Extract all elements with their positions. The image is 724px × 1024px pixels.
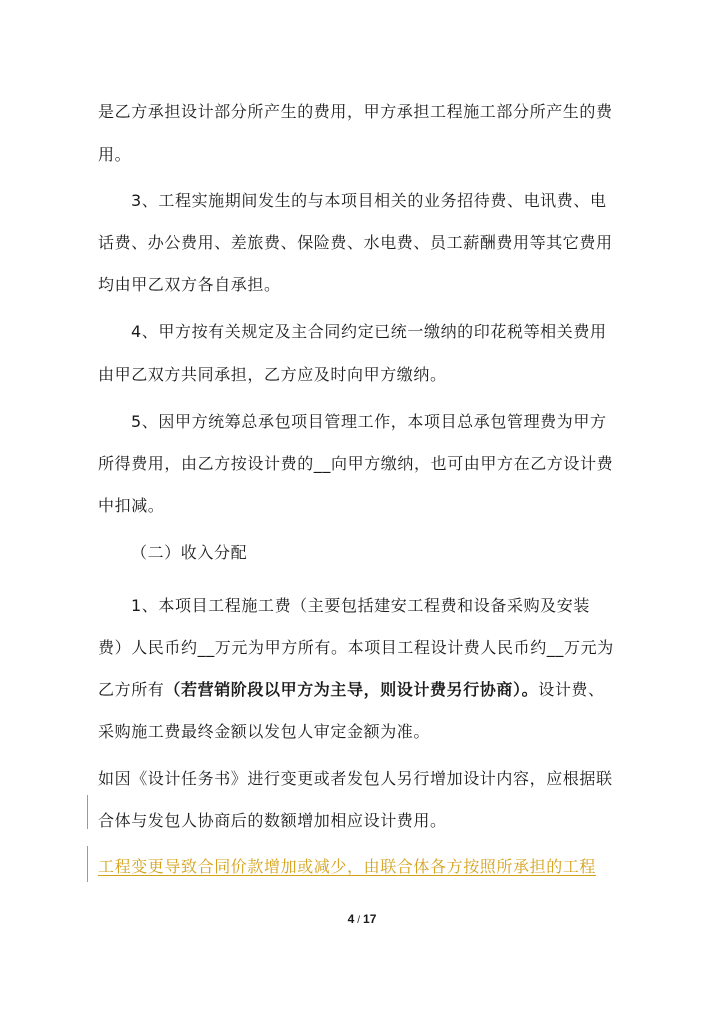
- paragraph-line: 合体与发包人协商后的数额增加相应设计费用。: [98, 811, 447, 830]
- page-number: [0, 912, 724, 926]
- list-item-4: 4、甲方按有关规定及主合同约定已统一缴纳的印花税等相关费用: [131, 322, 607, 341]
- total-pages: 17: [363, 912, 377, 926]
- paragraph-line: 用。: [98, 145, 132, 164]
- paragraph-line: 费）人民币约__万元为甲方所有。本项目工程设计费人民币约__万元为: [98, 638, 614, 657]
- paragraph-line: 是乙方承担设计部分所产生的费用，甲方承担工程施工部分所产生的费: [98, 102, 613, 121]
- paragraph-line: 话费、办公费用、差旅费、保险费、水电费、员工薪酬费用等其它费用: [98, 233, 613, 252]
- section-heading: （二）收入分配: [131, 543, 248, 562]
- paragraph-line: 所得费用，由乙方按设计费的__向甲方缴纳，也可由甲方在乙方设计费: [98, 454, 614, 473]
- list-item-5: 5、因甲方统筹总承包项目管理工作，本项目总承包管理费为甲方: [131, 412, 607, 431]
- page-separator: /: [357, 915, 361, 926]
- bold-note: （若营销阶段以甲方为主导，则设计费另行协商）。: [164, 680, 539, 699]
- paragraph-line: 均由甲乙双方各自承担。: [98, 275, 281, 294]
- paragraph-line: 如因《设计任务书》进行变更或者发包人另行增加设计内容，应根据联: [98, 769, 613, 788]
- text-run: 乙方所有: [98, 680, 165, 699]
- text-run: 设计费、: [538, 680, 605, 699]
- paragraph-line: 中扣减。: [98, 496, 165, 515]
- change-bar: [87, 795, 88, 829]
- current-page-number: 4: [347, 912, 355, 926]
- paragraph-line: 采购施工费最终金额以发包人审定金额为准。: [98, 722, 431, 741]
- change-bar: [87, 846, 88, 882]
- list-item-1: 1、本项目工程施工费（主要包括建安工程费和设备采购及安装: [131, 596, 590, 615]
- paragraph-line-mixed: [98, 678, 630, 702]
- paragraph-line: 由甲乙双方共同承担，乙方应及时向甲方缴纳。: [98, 365, 447, 384]
- list-item-3: 3、工程实施期间发生的与本项目相关的业务招待费、电讯费、电: [131, 191, 607, 210]
- tracked-change-text: 工程变更导致合同价款增加或减少，由联合体各方按照所承担的工程: [98, 857, 597, 876]
